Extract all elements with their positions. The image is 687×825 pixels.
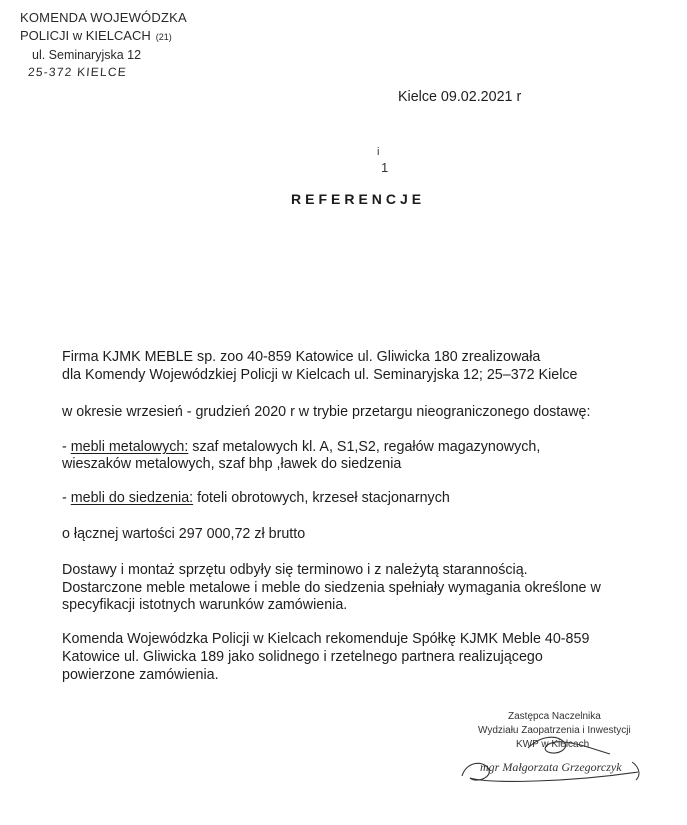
stamp-line-2-sub: (21)	[155, 32, 172, 42]
signature-name: mgr Małgorzata Grzegorczyk	[480, 760, 622, 774]
item-2	[62, 490, 450, 506]
stamp-line-4: 25-372 KIELCE	[27, 65, 128, 79]
item-1-text: szaf metalowych kl. A, S1,S2, regałów magazynowych,	[188, 439, 541, 455]
stamp-line-3: ul. Seminaryjska 12	[32, 48, 142, 62]
item-1-dash: -	[62, 439, 71, 455]
paragraph-4-line-2: Katowice ul. Gliwicka 189 jako solidnego i rzetelnego partnera realizującego	[62, 649, 543, 665]
handwritten-mark-bottom: 1	[381, 160, 389, 175]
paragraph-3-line-2: Dostarczone meble metalowe i meble do siedzenia spełniały wymagania określone w	[62, 580, 601, 596]
paragraph-1-line-2: dla Komendy Wojewódzkiej Policji w Kielcach ul. Seminaryjska 12; 25–372 Kielce	[62, 367, 578, 383]
stamp-line-1: KOMENDA WOJEWÓDZKA	[20, 10, 187, 25]
handwritten-mark-top: i	[377, 146, 380, 158]
item-1-line-2: wieszaków metalowych, szaf bhp ,ławek do siedzenia	[62, 456, 402, 472]
paragraph-4-line-1: Komenda Wojewódzka Policji w Kielcach rekomenduje Spółkę KJMK Meble 40-859	[62, 631, 590, 647]
stamp-line-2	[20, 28, 172, 43]
item-2-dash: -	[62, 490, 71, 506]
paragraph-2: w okresie wrzesień - grudzień 2020 r w trybie przetargu nieograniczonego dostawę:	[62, 404, 591, 420]
paragraph-4-line-3: powierzone zamówienia.	[62, 667, 219, 683]
stamp-line-2-text: POLICJI w KIELCACH	[20, 28, 151, 43]
paragraph-1-line-1: Firma KJMK MEBLE sp. zoo 40-859 Katowice ul. Gliwicka 180 zrealizowała	[62, 349, 541, 365]
document-date: Kielce 09.02.2021 r	[398, 89, 522, 105]
document-title: REFERENCJE	[291, 191, 426, 207]
item-1-label: mebli metalowych:	[70, 439, 189, 455]
total-value: o łącznej wartości 297 000,72 zł brutto	[62, 526, 306, 542]
paragraph-3-line-1: Dostawy i montaż sprzętu odbyły się terminowo i z należytą starannością.	[62, 562, 528, 578]
signature-line-1: Zastępca Naczelnika	[508, 711, 601, 722]
item-2-text: foteli obrotowych, krzeseł stacjonarnych	[193, 490, 450, 506]
signature-line-3: KWP w Kielcach	[516, 739, 590, 750]
item-1-line-1	[62, 439, 540, 455]
item-2-label: mebli do siedzenia:	[70, 490, 194, 506]
signature-line-2: Wydziału Zaopatrzenia i Inwestycji	[478, 725, 631, 736]
paragraph-3-line-3: specyfikacji istotnych warunków zamówienia.	[62, 597, 348, 613]
